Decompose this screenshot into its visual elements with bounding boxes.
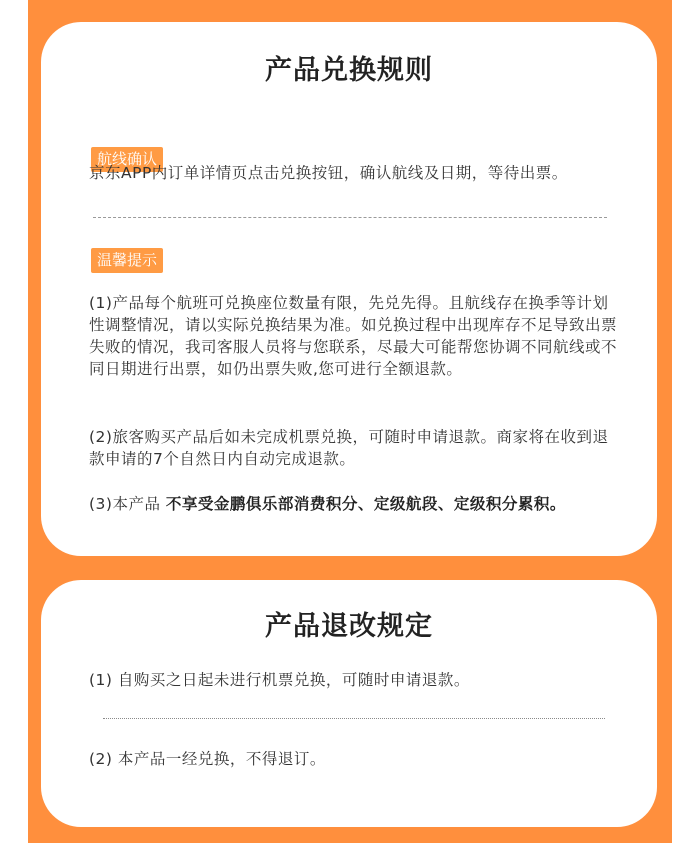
tips-item-2: (2)旅客购买产品后如未完成机票兑换，可随时申请退款。商家将在收到退款申请的7个自然日内自动完成退款。	[89, 428, 609, 468]
route-confirm-tag: 航线确认	[91, 147, 163, 172]
refund-rules-card	[41, 580, 657, 827]
refund-item-1: (1) 自购买之日起未进行机票兑换，可随时申请退款。	[89, 671, 470, 689]
tips-item-3-emphasis: 不享受金鹏俱乐部消费积分、定级航段、定级积分累积。	[165, 495, 566, 513]
refund-divider	[103, 718, 605, 719]
route-confirm-text: 京东APP内订单详情页点击兑换按钮，确认航线及日期，等待出票。	[89, 164, 568, 182]
tips-tag: 温馨提示	[91, 248, 163, 273]
refund-rules-title: 产品退改规定	[265, 611, 433, 642]
refund-item-2: (2) 本产品一经兑换，不得退订。	[89, 750, 326, 768]
tips-item-1: (1)产品每个航班可兑换座位数量有限，先兑先得。且航线存在换季等计划性调整情况，请以实际兑换结果为准。如兑换过程中出现库存不足导致出票失败的情况，我司客服人员将与您联系，尽最大可能帮您协调不同航线或不同日期进行出票，如仍出票失败,您可进行全额退款。	[89, 294, 618, 378]
section-divider	[93, 217, 607, 218]
tips-item-3	[89, 493, 619, 515]
exchange-rules-card	[41, 22, 657, 556]
tips-item-3-prefix: (3)本产品	[89, 495, 166, 513]
exchange-rules-title: 产品兑换规则	[265, 55, 433, 86]
